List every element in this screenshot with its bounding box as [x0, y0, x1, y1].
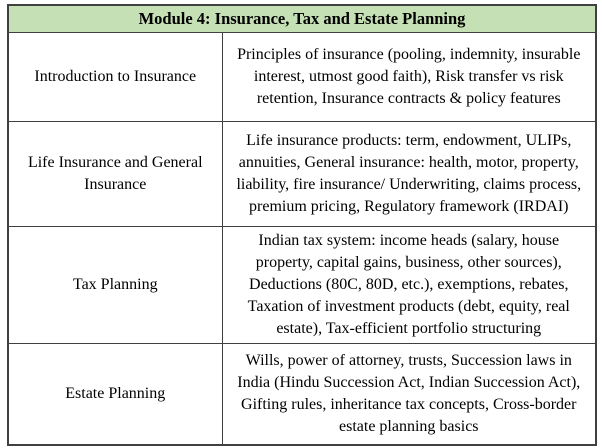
details-cell: Wills, power of attorney, trusts, Succession laws in India (Hindu Succession Act, Indian Succession Act), Gifting rules, inheritance tax concepts, Cross-border estate planning basics — [222, 344, 596, 446]
table-header-row — [8, 5, 596, 33]
details-cell: Indian tax system: income heads (salary, house property, capital gains, business, other sources), Deductions (80C, 80D, etc.), exemptions, rebates, Taxation of investment products (debt, equity, real estate), Tax-efficient portfolio structuring — [222, 227, 596, 344]
table-row — [8, 122, 596, 227]
topic-cell: Estate Planning — [8, 344, 222, 446]
topic-cell: Life Insurance and General Insurance — [8, 122, 222, 227]
topic-cell: Tax Planning — [8, 227, 222, 344]
details-cell: Principles of insurance (pooling, indemnity, insurable interest, utmost good faith), Risk transfer vs risk retention, Insurance contracts & policy features — [222, 33, 596, 122]
table-row — [8, 344, 596, 446]
module-syllabus-table — [7, 4, 597, 446]
details-cell: Life insurance products: term, endowment, ULIPs, annuities, General insurance: health, motor, property, liability, fire insurance/ Underwriting, claims process, premium pricing, Regulatory framework (IRDAI) — [222, 122, 596, 227]
topic-cell: Introduction to Insurance — [8, 33, 222, 122]
module-title: Module 4: Insurance, Tax and Estate Planning — [8, 5, 596, 33]
table-row — [8, 33, 596, 122]
table-row — [8, 227, 596, 344]
